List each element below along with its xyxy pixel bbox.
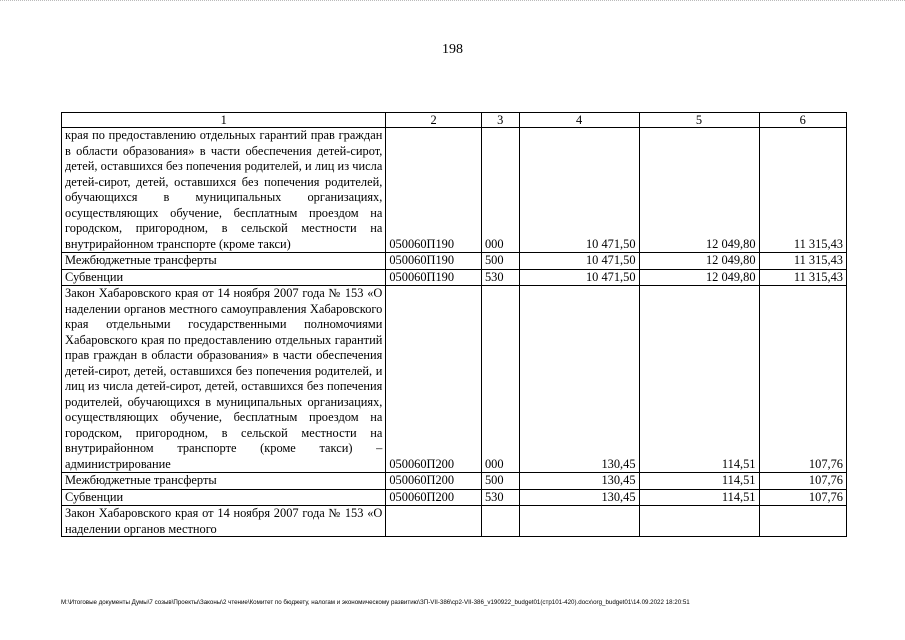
row-code: 050060П190 bbox=[386, 253, 482, 270]
row-type: 000 bbox=[481, 128, 519, 253]
row-type: 530 bbox=[481, 269, 519, 286]
row-value-col4: 130,45 bbox=[519, 473, 639, 490]
row-value-col4: 10 471,50 bbox=[519, 269, 639, 286]
row-description: Межбюджетные трансферты bbox=[62, 473, 386, 490]
row-value-col6: 107,76 bbox=[759, 473, 846, 490]
row-code: 050060П200 bbox=[386, 286, 482, 473]
row-type: 000 bbox=[481, 286, 519, 473]
table-row bbox=[62, 473, 847, 490]
row-description-text: Закон Хабаровского края от 14 ноября 2007 года № 153 «О наделении органов местного bbox=[65, 506, 383, 536]
row-description: края по предоставлению отдельных гарантий прав граждан в области образования» в части обеспечения детей-сирот, детей, оставшихся без попечения родителей, и лиц из числа детей-сирот, детей, оставшихся без попечения родителей, обучающихся в муниципальных организациях, осуществляющих обучение, бесплатным проездом на городском, пригородном, в сельской местности на внутрирайонном транспорте (кроме такси) bbox=[62, 128, 386, 253]
column-header: 5 bbox=[639, 113, 759, 128]
row-code: 050060П200 bbox=[386, 489, 482, 506]
column-header: 4 bbox=[519, 113, 639, 128]
row-description: Межбюджетные трансферты bbox=[62, 253, 386, 270]
row-value-col4: 130,45 bbox=[519, 286, 639, 473]
row-type bbox=[481, 506, 519, 537]
row-value-col5: 114,51 bbox=[639, 473, 759, 490]
footer-file-path: M:\Итоговые документы Думы\7 созыв\Проекты\Законы\2 чтение\Комитет по бюджету, налогам и экономическому развитию\ЗП-VII-386\ср2-VII-386_v190922_budget01(стр101-420).docx\org_budget01\14.09.2022 18:20:51 bbox=[61, 599, 690, 606]
table-row bbox=[62, 489, 847, 506]
table-row bbox=[62, 128, 847, 253]
scan-edge bbox=[0, 0, 905, 5]
row-value-col6: 11 315,43 bbox=[759, 253, 846, 270]
row-value-col4 bbox=[519, 506, 639, 537]
row-value-col6: 11 315,43 bbox=[759, 269, 846, 286]
row-type: 530 bbox=[481, 489, 519, 506]
table-row bbox=[62, 269, 847, 286]
row-code: 050060П200 bbox=[386, 473, 482, 490]
column-header: 1 bbox=[62, 113, 386, 128]
page-number: 198 bbox=[442, 42, 463, 57]
row-type: 500 bbox=[481, 473, 519, 490]
budget-table bbox=[61, 112, 847, 537]
row-code: 050060П190 bbox=[386, 269, 482, 286]
column-header: 2 bbox=[386, 113, 482, 128]
row-value-col5: 12 049,80 bbox=[639, 253, 759, 270]
column-header: 3 bbox=[481, 113, 519, 128]
row-value-col6: 107,76 bbox=[759, 489, 846, 506]
row-type: 500 bbox=[481, 253, 519, 270]
row-value-col4: 10 471,50 bbox=[519, 253, 639, 270]
row-code bbox=[386, 506, 482, 537]
row-description: Субвенции bbox=[62, 269, 386, 286]
row-description: Субвенции bbox=[62, 489, 386, 506]
row-description bbox=[62, 506, 386, 537]
row-description: Закон Хабаровского края от 14 ноября 2007 года № 153 «О наделении органов местного самоуправления Хабаровского края отдельными государственными полномочиями Хабаровского края по предоставлению отдельных гарантий прав граждан в области образования» в части обеспечения детей-сирот, детей, оставшихся без попечения родителей, и лиц из числа детей-сирот, детей, оставшихся без попечения родителей, обучающихся в муниципальных организациях, осуществляющих обучение, бесплатным проездом на городском, пригородном, в сельской местности на внутрирайонном транспорте (кроме такси) – администрирование bbox=[62, 286, 386, 473]
row-code: 050060П190 bbox=[386, 128, 482, 253]
table-header-row bbox=[62, 113, 847, 128]
row-value-col5: 12 049,80 bbox=[639, 128, 759, 253]
row-value-col5: 114,51 bbox=[639, 489, 759, 506]
row-value-col6 bbox=[759, 506, 846, 537]
row-value-col4: 10 471,50 bbox=[519, 128, 639, 253]
column-header: 6 bbox=[759, 113, 846, 128]
row-value-col4: 130,45 bbox=[519, 489, 639, 506]
row-value-col6: 11 315,43 bbox=[759, 128, 846, 253]
table-row bbox=[62, 253, 847, 270]
row-value-col5: 114,51 bbox=[639, 286, 759, 473]
table-row bbox=[62, 506, 847, 537]
row-value-col5 bbox=[639, 506, 759, 537]
row-value-col6: 107,76 bbox=[759, 286, 846, 473]
row-value-col5: 12 049,80 bbox=[639, 269, 759, 286]
table-row bbox=[62, 286, 847, 473]
